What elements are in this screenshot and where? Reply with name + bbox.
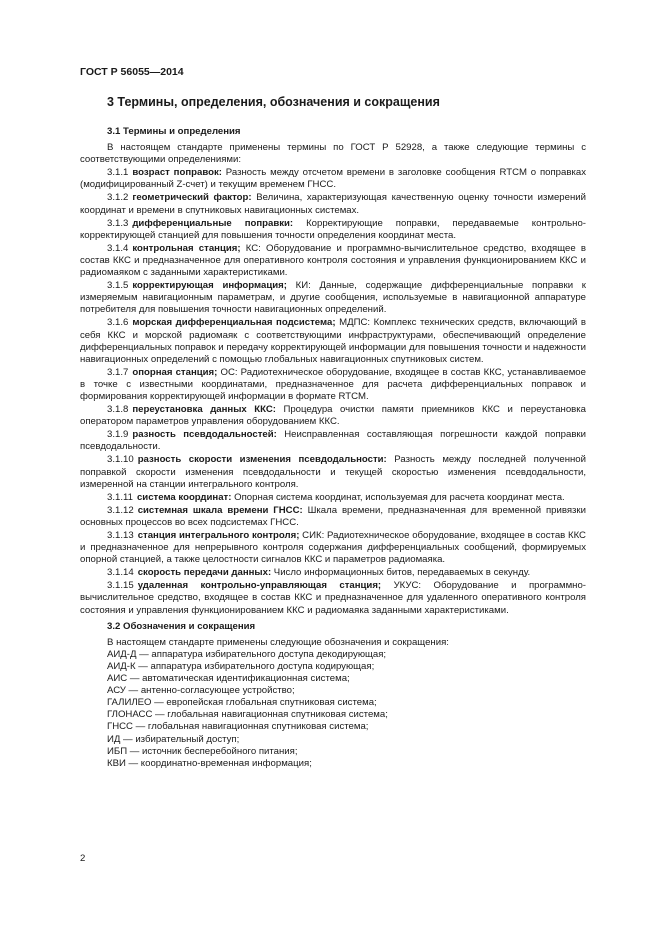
term-entry bbox=[80, 530, 586, 566]
term-name: системная шкала времени ГНСС: bbox=[137, 504, 303, 516]
term-number: 3.1.14 bbox=[107, 567, 134, 579]
document-body bbox=[80, 126, 586, 770]
term-entry bbox=[80, 429, 586, 453]
term-definition: УКУС: Оборудование и программно-вычислительное средство, входящее в состав ККС и предназначенное для удаленного оперативного контроля состояния и управления функционированием ККС и радиомаяка заданными характеристиками. bbox=[80, 580, 586, 616]
terms-intro: В настоящем стандарте применены термины по ГОСТ Р 52928, а также следующие термины с соответствующими определениями: bbox=[80, 142, 586, 166]
term-name: разность скорости изменения псевдодальности: bbox=[137, 454, 387, 466]
term-entry bbox=[80, 367, 586, 403]
term-name: разность псевдодальностей: bbox=[132, 429, 277, 441]
abbreviations-intro: В настоящем стандарте применены следующие обозначения и сокращения: bbox=[107, 636, 449, 648]
abbreviation-item: АИС — автоматическая идентификационная система; bbox=[107, 673, 350, 685]
term-entry bbox=[80, 505, 586, 529]
term-name: корректирующая информация; bbox=[132, 280, 287, 292]
term-name: морская дифференциальная подсистема; bbox=[132, 317, 336, 329]
page-number: 2 bbox=[80, 853, 86, 864]
term-number: 3.1.11 bbox=[107, 491, 133, 503]
term-number: 3.1.1 bbox=[107, 167, 129, 179]
subsection-title-abbreviations: 3.2 Обозначения и сокращения bbox=[107, 620, 256, 632]
abbreviation-item: ГЛОНАСС — глобальная навигационная спутниковая система; bbox=[107, 709, 388, 721]
term-definition: Число информационных битов, передаваемых в секунду. bbox=[271, 567, 531, 579]
subsection-title-terms: 3.1 Термины и определения bbox=[107, 126, 241, 137]
term-number: 3.1.15 bbox=[107, 580, 134, 592]
term-entry bbox=[80, 280, 586, 316]
term-number: 3.1.6 bbox=[107, 317, 129, 329]
term-entry bbox=[80, 218, 586, 242]
abbreviation-item: АСУ — антенно-согласующее устройство; bbox=[107, 685, 295, 697]
document-header: ГОСТ Р 56055—2014 bbox=[80, 66, 184, 78]
abbreviation-item: КВИ — координатно-временная информация; bbox=[107, 757, 312, 769]
abbreviation-item: ИБП — источник бесперебойного питания; bbox=[107, 745, 298, 757]
term-definition: МДПС: Комплекс технических средств, включающий в себя ККС и морской радиомаяк с соответствующими инфраструктурами, обеспечивающий определение дифференциальных поправок и передачу корректирующей информации для повышения точности и надежности навигационных определений с помощью глобальных навигационных спутниковых систем. bbox=[80, 317, 586, 365]
term-entry bbox=[80, 567, 586, 579]
term-number: 3.1.12 bbox=[107, 504, 134, 516]
term-entry bbox=[80, 580, 586, 616]
term-number: 3.1.13 bbox=[107, 530, 134, 541]
term-entry bbox=[80, 192, 586, 216]
term-definition: КС: Оборудование и программно-вычислительное средство, входящее в состав ККС и предназначенное для оперативного контроля состояния и управления функционированием ККС и радиомаяком с заданными характеристиками. bbox=[80, 242, 586, 279]
term-definition: Процедура очистки памяти приемников ККС и переустановка оператором параметров управления оборудованием ККС. bbox=[80, 404, 587, 428]
term-name: геометрический фактор: bbox=[132, 192, 252, 204]
term-name: скорость передачи данных: bbox=[137, 567, 272, 579]
term-definition: Неисправленная составляющая погрешности каждой поправки псевдодальности. bbox=[80, 429, 586, 453]
term-definition: Разность между последней полученной поправкой скорости изменения псевдодальности и текущей скоростью изменения псевдодальности, измеренной на станции интегрального контроля. bbox=[80, 454, 586, 490]
term-definition: Величина, характеризующая качественную оценку точности измерений координат и времени в спутниковых навигационных системах. bbox=[80, 192, 586, 216]
term-number: 3.1.8 bbox=[107, 404, 129, 416]
term-entry bbox=[80, 243, 586, 279]
term-name: удаленная контрольно-управляющая станция; bbox=[137, 580, 382, 592]
term-number: 3.1.5 bbox=[107, 280, 129, 292]
abbreviation-item: ГНСС — глобальная навигационная спутниковая система; bbox=[107, 721, 369, 733]
term-name: опорная станция; bbox=[132, 366, 218, 378]
term-name: переустановка данных ККС: bbox=[132, 404, 276, 416]
term-definition: КИ: Данные, содержащие дифференциальные поправки к измеряемым навигационным параметрам, и другие сообщения, используемые в навигационной аппаратуре потребителя для повышения точности навигационных определений. bbox=[80, 280, 587, 316]
abbreviation-item: ИД — избирательный доступ; bbox=[107, 733, 240, 745]
term-entry bbox=[80, 454, 586, 490]
abbreviations-list bbox=[80, 637, 586, 770]
term-definition: Шкала времени, предназначенная для временной привязки основных процессов во всех подсистемах ГНСС. bbox=[80, 504, 586, 528]
term-number: 3.1.3 bbox=[107, 217, 129, 229]
section-title: 3 Термины, определения, обозначения и сокращения bbox=[107, 95, 440, 109]
term-name: система координат: bbox=[136, 491, 232, 503]
term-definition: Корректирующие поправки, передаваемые контрольно-корректирующей станцией для повышения точности определения координат места. bbox=[80, 217, 586, 241]
term-name: дифференциальные поправки: bbox=[132, 217, 294, 229]
term-number: 3.1.4 bbox=[107, 242, 129, 254]
term-number: 3.1.10 bbox=[107, 454, 134, 466]
term-name: контрольная станция; bbox=[132, 242, 241, 254]
term-number: 3.1.9 bbox=[107, 429, 129, 441]
term-entry bbox=[80, 404, 586, 428]
term-definition: Разность между отсчетом времени в заголовке сообщения RTCM о поправках (модифицированный Z-счет) и текущим временем ГНСС. bbox=[80, 167, 586, 191]
abbreviation-item: ГАЛИЛЕО — европейская глобальная спутниковая система; bbox=[107, 697, 377, 709]
term-definition: СИК: Радиотехническое оборудование, входящее в состав ККС и предназначенное для непрерывного контроля содержания дифференциальных сообщений, формируемых опорной станцией, а также целостности сигналов ККС и параметров радиомаяка. bbox=[80, 530, 586, 566]
term-entry bbox=[80, 167, 586, 191]
term-number: 3.1.2 bbox=[107, 192, 129, 204]
term-name: возраст поправок: bbox=[132, 167, 222, 179]
term-entry bbox=[80, 492, 586, 504]
term-definition: Опорная система координат, используемая для расчета координат места. bbox=[231, 491, 565, 503]
term-name: станция интегрального контроля; bbox=[137, 530, 300, 541]
term-definition: ОС: Радиотехническое оборудование, входящее в состав ККС, устанавливаемое в точке с известными координатами, предназначенное для расчета дифференциальных поправок и формирования корректирующей информации в формате RTCM. bbox=[80, 366, 586, 402]
term-number: 3.1.7 bbox=[107, 366, 129, 378]
abbreviation-item: АИД-Д — аппаратура избирательного доступа декодирующая; bbox=[107, 648, 387, 660]
abbreviation-item: АИД-К — аппаратура избирательного доступа кодирующая; bbox=[107, 660, 375, 672]
term-entry bbox=[80, 317, 586, 365]
